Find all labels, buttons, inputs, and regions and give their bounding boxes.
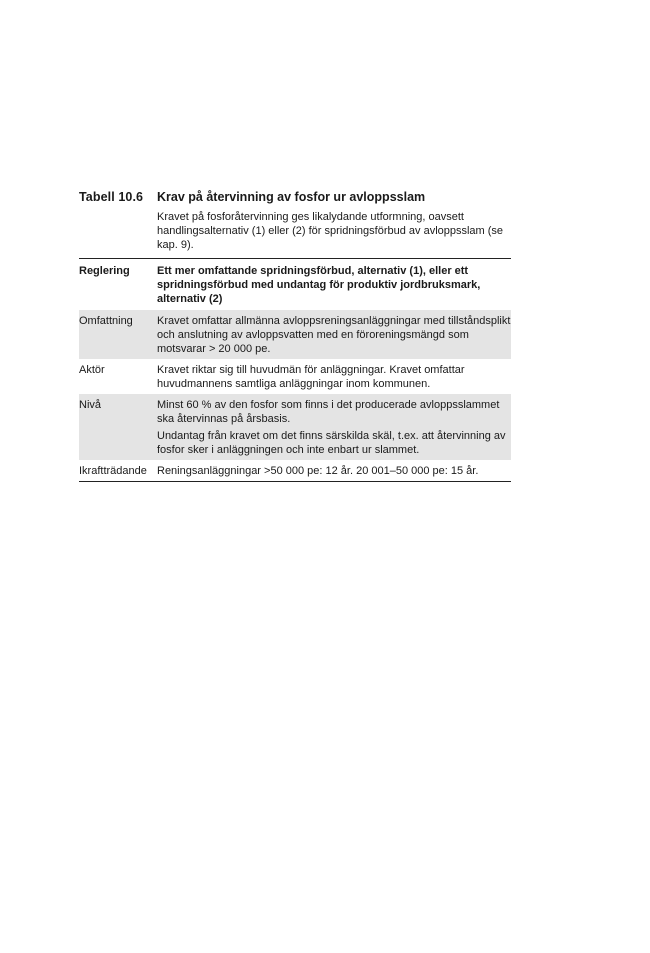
header-content: Ett mer omfattande spridningsförbud, alternativ (1), eller ett spridningsförbud med undantag för produktiv jordbruksmark, alternativ (2) (157, 265, 481, 305)
table-row (79, 460, 511, 481)
row-label: Ikraftträdande (79, 465, 147, 477)
table-intro: Kravet på fosforåtervinning ges likalydande utformning, oavsett handlingsalternativ (1) eller (2) för spridningsförbud av avloppsslam (se kap. 9). (157, 211, 504, 251)
table-bottom-rule (79, 481, 511, 482)
table-header-row (79, 259, 511, 310)
row-text: Kravet riktar sig till huvudmän för anläggningar. Kravet omfattar huvudmannens samtliga anläggningar inom kommunen. (157, 364, 465, 390)
row-label: Aktör (79, 364, 105, 376)
table-number: Tabell 10.6 (79, 190, 144, 204)
row-text: Reningsanläggningar >50 000 pe: 12 år. 20 001–50 000 pe: 15 år. (157, 465, 479, 477)
row-text: Kravet omfattar allmänna avloppsreningsanläggningar med tillståndsplikt och anslutning av avloppsvatten med en föroreningsmängd som motsvarar > 20 000 pe. (157, 315, 511, 355)
row-text: Minst 60 % av den fosfor som finns i det producerade avloppsslammet ska återvinnas på årsbasis. (157, 399, 500, 425)
row-text: Undantag från kravet om det finns särskilda skäl, t.ex. att återvinning av fosfor sker i anläggningen och inte enbart ur slammet. (157, 430, 506, 456)
table-caption (79, 190, 511, 204)
table-10-6 (79, 190, 511, 482)
table-row (79, 359, 511, 394)
row-label: Omfattning (79, 315, 133, 327)
table-title: Krav på återvinning av fosfor ur avloppsslam (157, 190, 426, 204)
table-row (79, 394, 511, 460)
row-label: Nivå (79, 399, 102, 411)
table-row (79, 310, 511, 359)
header-label: Reglering (79, 265, 130, 277)
